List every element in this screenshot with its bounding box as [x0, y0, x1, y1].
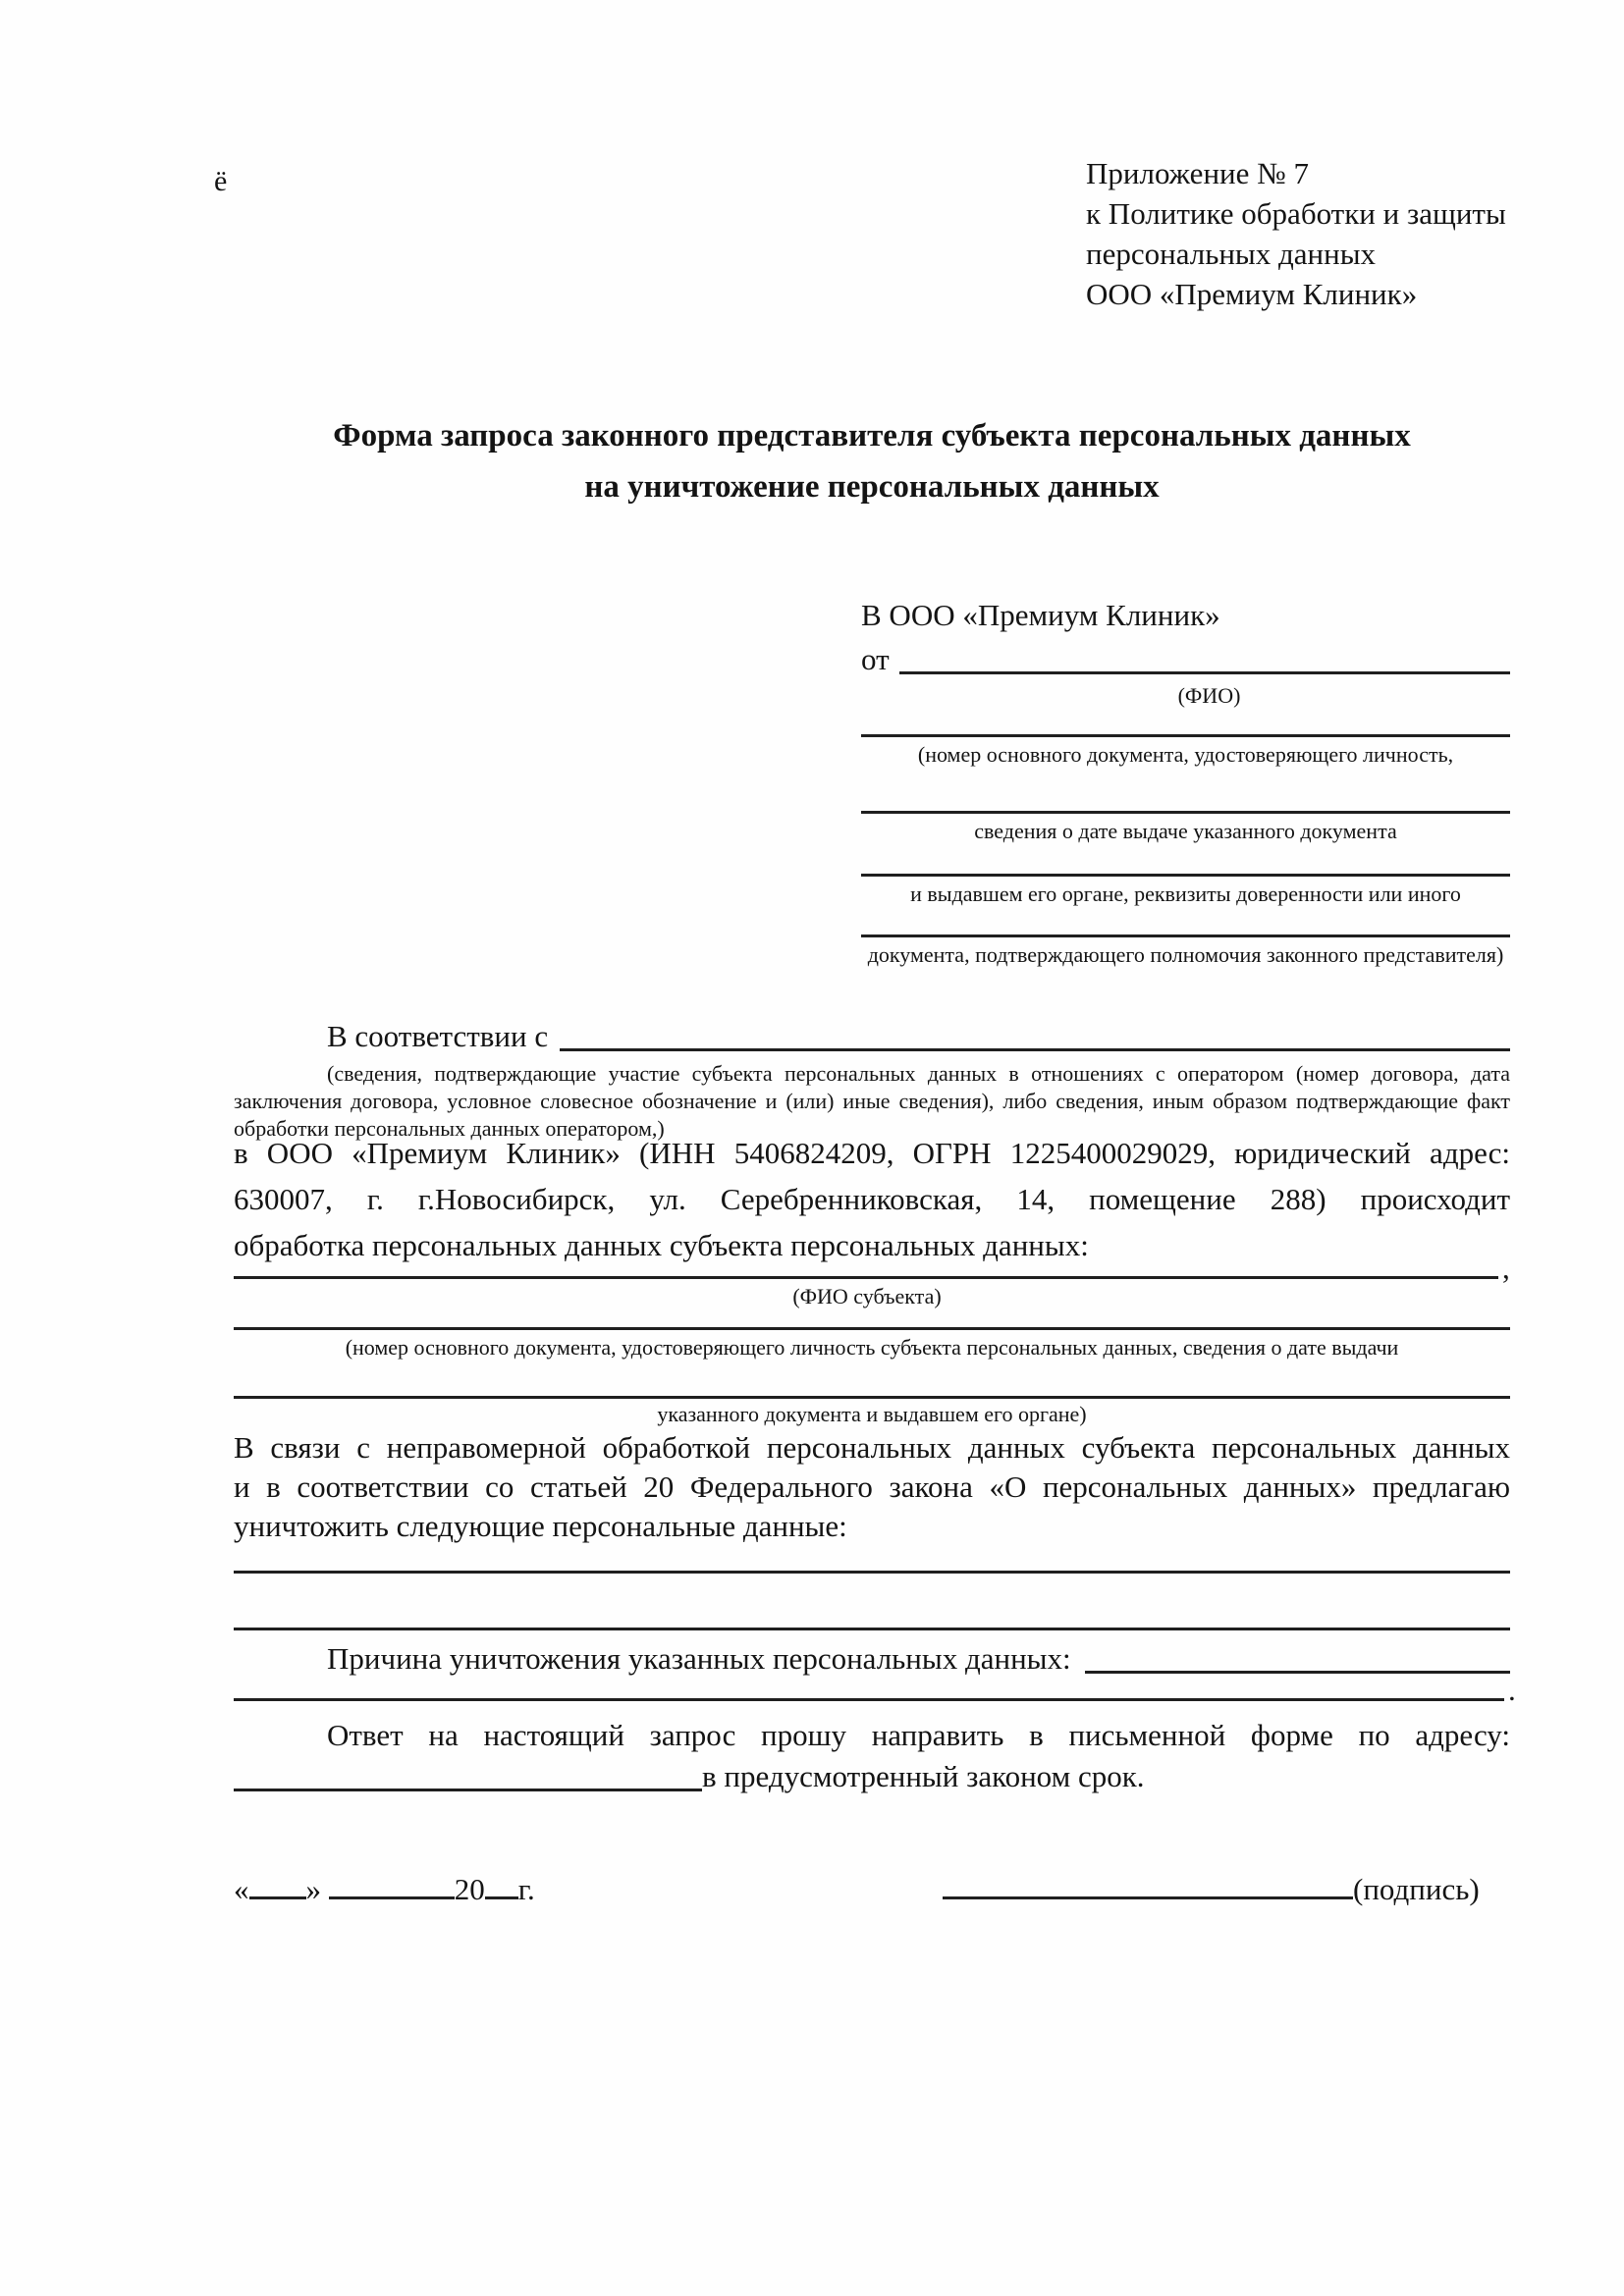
doc-blank-line	[861, 734, 1510, 737]
subject-doc-caption: указанного документа и выдавшем его органе)	[657, 1402, 1087, 1426]
blank-line	[234, 1628, 1510, 1630]
subject-fio-caption: (ФИО субъекта)	[792, 1284, 942, 1308]
date-year-blank	[485, 1895, 518, 1899]
signature-blank-line	[943, 1895, 1353, 1899]
operator-paragraph-line: 630007, г. г.Новосибирск, ул. Серебренниковская, 14, помещение 288) происходит	[234, 1182, 1510, 1216]
date-year-suffix: г.	[517, 1872, 535, 1906]
accordance-note-line: обработки персональных данных оператором,)	[234, 1116, 665, 1141]
comma: ,	[1502, 1251, 1510, 1285]
accordance-note-line: (сведения, подтверждающие участие субъекта персональных данных в отношениях с оператором (номер договора, дата	[327, 1061, 1510, 1086]
doc-caption-line: (номер основного документа, удостоверяющего личность,	[917, 742, 1454, 767]
form-title	[234, 410, 1510, 512]
demand-paragraph-line: и в соответствии со статьей 20 Федерального закона «О персональных данных» предлагаю	[234, 1469, 1510, 1504]
laquo: «	[234, 1872, 249, 1906]
doc-blank-line	[861, 874, 1510, 877]
reply-line2	[234, 1757, 1510, 1796]
reason-blank-line	[1085, 1670, 1510, 1674]
annex-block	[1086, 153, 1518, 314]
form-title-line1: Форма запроса законного представителя субъекта персональных данных	[333, 418, 1411, 454]
subject-doc-caption: (номер основного документа, удостоверяющего личность субъекта персональных данных, сведения о дате выдачи	[345, 1335, 1399, 1360]
doc-caption-line: документа, подтверждающего полномочия законного представителя)	[867, 942, 1504, 967]
subject-doc-blank-line	[234, 1396, 1510, 1399]
annex-line: к Политике обработки и защиты	[1086, 196, 1506, 231]
form-title-line2: на уничтожение персональных данных	[584, 469, 1160, 505]
subject-doc-blank-line	[234, 1327, 1510, 1330]
annex-line: Приложение № 7	[1086, 156, 1309, 190]
annex-line: ООО «Премиум Клиник»	[1086, 277, 1418, 311]
doc-blank-line	[861, 811, 1510, 814]
from-row	[861, 640, 1510, 679]
reason-row	[327, 1639, 1510, 1679]
demand-paragraph-line: В связи с неправомерной обработкой персональных данных субъекта персональных данных	[234, 1430, 1510, 1465]
raquo: »	[305, 1872, 321, 1906]
trailing-period: .	[1508, 1673, 1516, 1707]
date-day-blank	[249, 1895, 306, 1899]
accordance-note-line: заключения договора, условное словесное обозначение и (или) иные сведения), либо сведения, иным образом подтверждающие факт	[234, 1089, 1510, 1113]
addressee-to: В ООО «Премиум Клиник»	[861, 598, 1220, 632]
doc-blank-line	[861, 934, 1510, 937]
doc-caption-line: и выдавшем его органе, реквизиты доверенности или иного	[910, 881, 1461, 906]
date-month-blank	[329, 1895, 455, 1899]
fio-caption: (ФИО)	[1177, 683, 1241, 708]
accordance-note	[234, 1060, 1510, 1143]
demand-paragraph-line: уничтожить следующие персональные данные:	[234, 1509, 847, 1543]
signature-caption: (подпись)	[1353, 1872, 1480, 1906]
operator-paragraph-line: обработка персональных данных субъекта персональных данных:	[234, 1228, 1089, 1262]
reply-address-blank-line	[234, 1788, 702, 1791]
accordance-row	[327, 1017, 1510, 1056]
blank-line	[234, 1571, 1510, 1574]
reply-line2-text: в предусмотренный законом срок.	[702, 1759, 1145, 1793]
signature-row	[943, 1870, 1480, 1909]
doc-caption-line: сведения о дате выдаче указанного документа	[974, 819, 1397, 843]
date-row	[234, 1870, 535, 1909]
reason-label: Причина уничтожения указанных персональных данных:	[327, 1641, 1071, 1676]
accordance-label: В соответствии с	[327, 1019, 549, 1053]
date-year: 20	[454, 1872, 485, 1906]
operator-paragraph-line: в ООО «Премиум Клиник» (ИНН 5406824209, ОГРН 1225400029029, юридический адрес:	[234, 1136, 1510, 1170]
annex-line: персональных данных	[1086, 237, 1377, 271]
from-label: от	[861, 642, 890, 676]
subject-fio-blank-line	[234, 1276, 1498, 1279]
accordance-blank-line	[560, 1047, 1510, 1051]
reason-blank-line-2	[234, 1698, 1504, 1701]
stray-char: ё	[214, 165, 228, 197]
reply-line: Ответ на настоящий запрос прошу направить в письменной форме по адресу:	[327, 1718, 1510, 1752]
fio-blank-line	[899, 670, 1510, 674]
